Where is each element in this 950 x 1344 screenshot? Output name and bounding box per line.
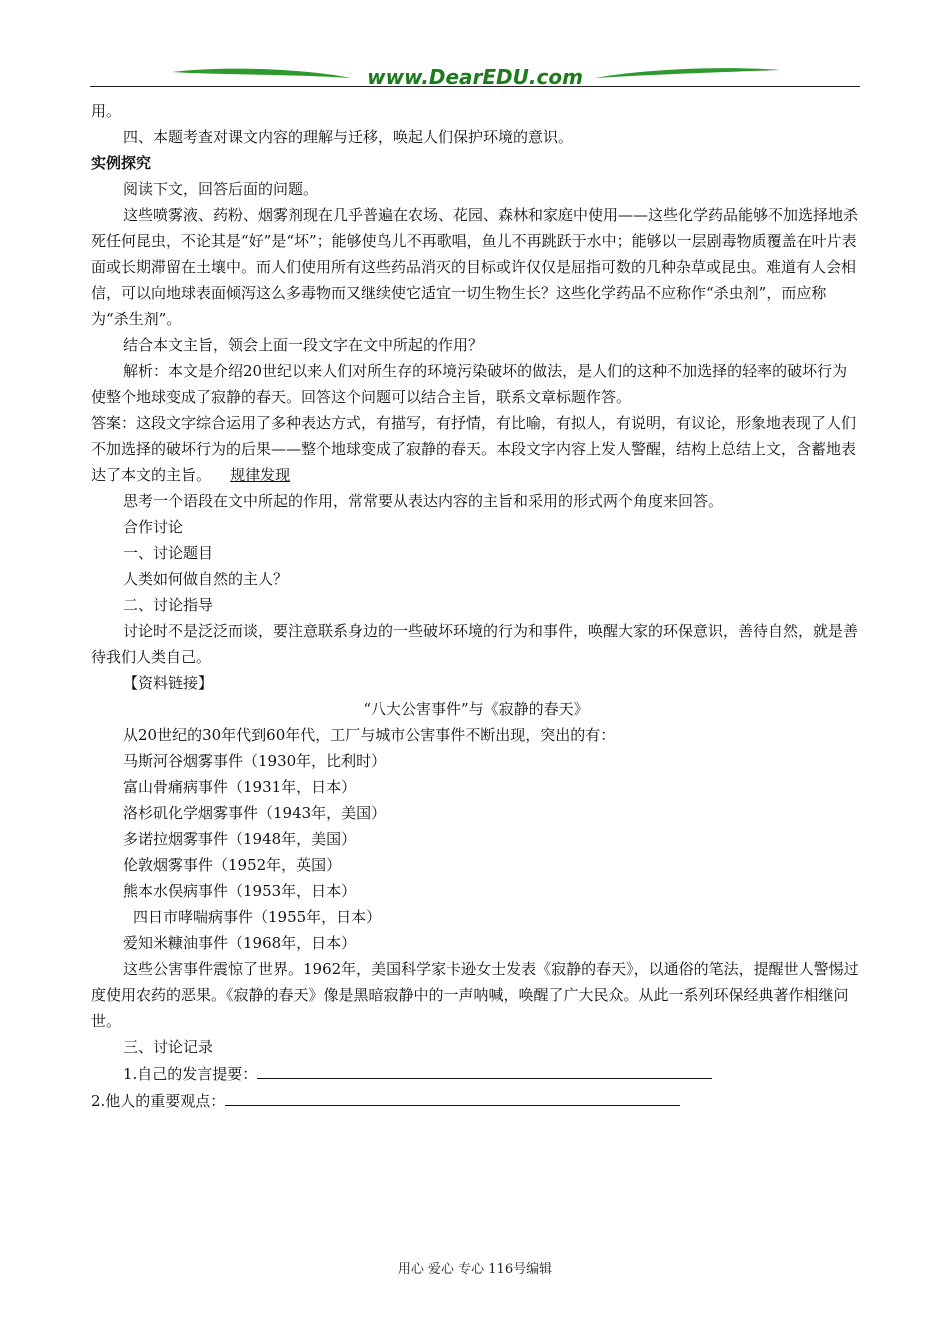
list-item: 马斯河谷烟雾事件（1930年，比利时） xyxy=(123,752,387,770)
subsection-title: “八大公害事件”与《寂静的春天》 xyxy=(363,700,589,718)
form-label: 1.自己的发言提要： xyxy=(123,1065,258,1083)
list-item: 洛杉矶化学烟雾事件（1943年，美国） xyxy=(123,804,387,822)
paragraph: 这些公害事件震惊了世界。1962年，美国科学家卡逊女士发表《寂静的春天》，以通俗的笔法，提醒世人警惕过度使用农药的恶果。《寂静的春天》像是黑暗寂静中的一声呐喊，唤醒了广大民众。从此一系列环保经典著作相继问世。 xyxy=(91,960,859,1030)
paragraph: 用。 xyxy=(91,102,122,120)
logo-text: www.DearEDU.com xyxy=(367,65,583,89)
paragraph: 二、讨论指导 xyxy=(123,596,214,614)
list-item: 伦敦烟雾事件（1952年，英国） xyxy=(123,856,342,874)
paragraph: 人类如何做自然的主人？ xyxy=(123,570,289,588)
form-row xyxy=(91,1087,861,1114)
paragraph: 【资料链接】 xyxy=(123,674,214,692)
list-item: 爱知米糠油事件（1968年，日本） xyxy=(123,934,357,952)
list-item: 富山骨痛病事件（1931年，日本） xyxy=(123,778,357,796)
paragraph: 一、讨论题目 xyxy=(123,544,214,562)
paragraph: 从20世纪的30年代到60年代，工厂与城市公害事件不断出现，突出的有： xyxy=(123,726,616,744)
paragraph: 讨论时不是泛泛而谈，要注意联系身边的一些破坏环境的行为和事件，唤醒大家的环保意识，善待自然，就是善待我们人类自己。 xyxy=(91,622,859,666)
section-heading: 合作讨论 xyxy=(123,518,184,536)
answer-text: 答案：这段文字综合运用了多种表达方式，有描写，有抒情，有比喻，有拟人，有说明，有议论，形象地表现了人们不加选择的破坏行为的后果——整个地球变成了寂静的春天。本段文字内容上发人警醒，结构上总结上文，含蓄地表达了本文的主旨。 xyxy=(91,414,857,484)
paragraph: 这些喷雾液、药粉、烟雾剂现在几乎普遍在农场、花园、森林和家庭中使用——这些化学药品能够不加选择地杀死任何昆虫，不论其是“好”是“坏”；能够使鸟儿不再歌唱，鱼儿不再跳跃于水中；能够以一层剧毒物质覆盖在叶片表面或长期滞留在土壤中。而人们使用所有这些药品消灭的目标或许仅仅是屈指可数的几种杂草或昆虫。难道有人会相信，可以向地球表面倾泻这么多毒物而又继续使它适宜一切生物生长？这些化学药品不应称作“杀虫剂”，而应称为“杀生剂”。 xyxy=(91,206,859,328)
paragraph: 结合本文主旨，领会上面一段文字在文中所起的作用？ xyxy=(123,336,484,354)
document-body xyxy=(91,98,861,1114)
list-item: 熊本水俣病事件（1953年，日本） xyxy=(123,882,357,900)
paragraph: 解析：本文是介绍20世纪以来人们对所生存的环境污染破坏的做法，是人们的这种不加选择的轻率的破坏行为使整个地球变成了寂静的春天。回答这个问题可以结合主旨，联系文章标题作答。 xyxy=(91,362,848,406)
paragraph: 思考一个语段在文中所起的作用，常常要从表达内容的主旨和采用的形式两个角度来回答。 xyxy=(123,492,724,510)
page-footer: 用心 爱心 专心 116号编辑 xyxy=(397,1262,553,1277)
section-heading: 实例探究 xyxy=(91,154,152,172)
form-label: 2.他人的重要观点： xyxy=(91,1092,226,1110)
speech-summary-blank[interactable] xyxy=(257,1060,712,1079)
header-rule xyxy=(90,86,860,87)
paragraph: 阅读下文，回答后面的问题。 xyxy=(123,180,319,198)
form-row xyxy=(91,1060,861,1087)
list-item: 四日市哮喘病事件（1955年，日本） xyxy=(133,908,382,926)
paragraph: 三、讨论记录 xyxy=(123,1038,214,1056)
paragraph xyxy=(91,410,861,488)
list-item: 多诺拉烟雾事件（1948年，美国） xyxy=(123,830,357,848)
others-views-blank[interactable] xyxy=(225,1087,680,1106)
rule-link[interactable]: 规律发现 xyxy=(230,466,291,484)
paragraph: 四、本题考查对课文内容的理解与迁移，唤起人们保护环境的意识。 xyxy=(123,128,574,146)
